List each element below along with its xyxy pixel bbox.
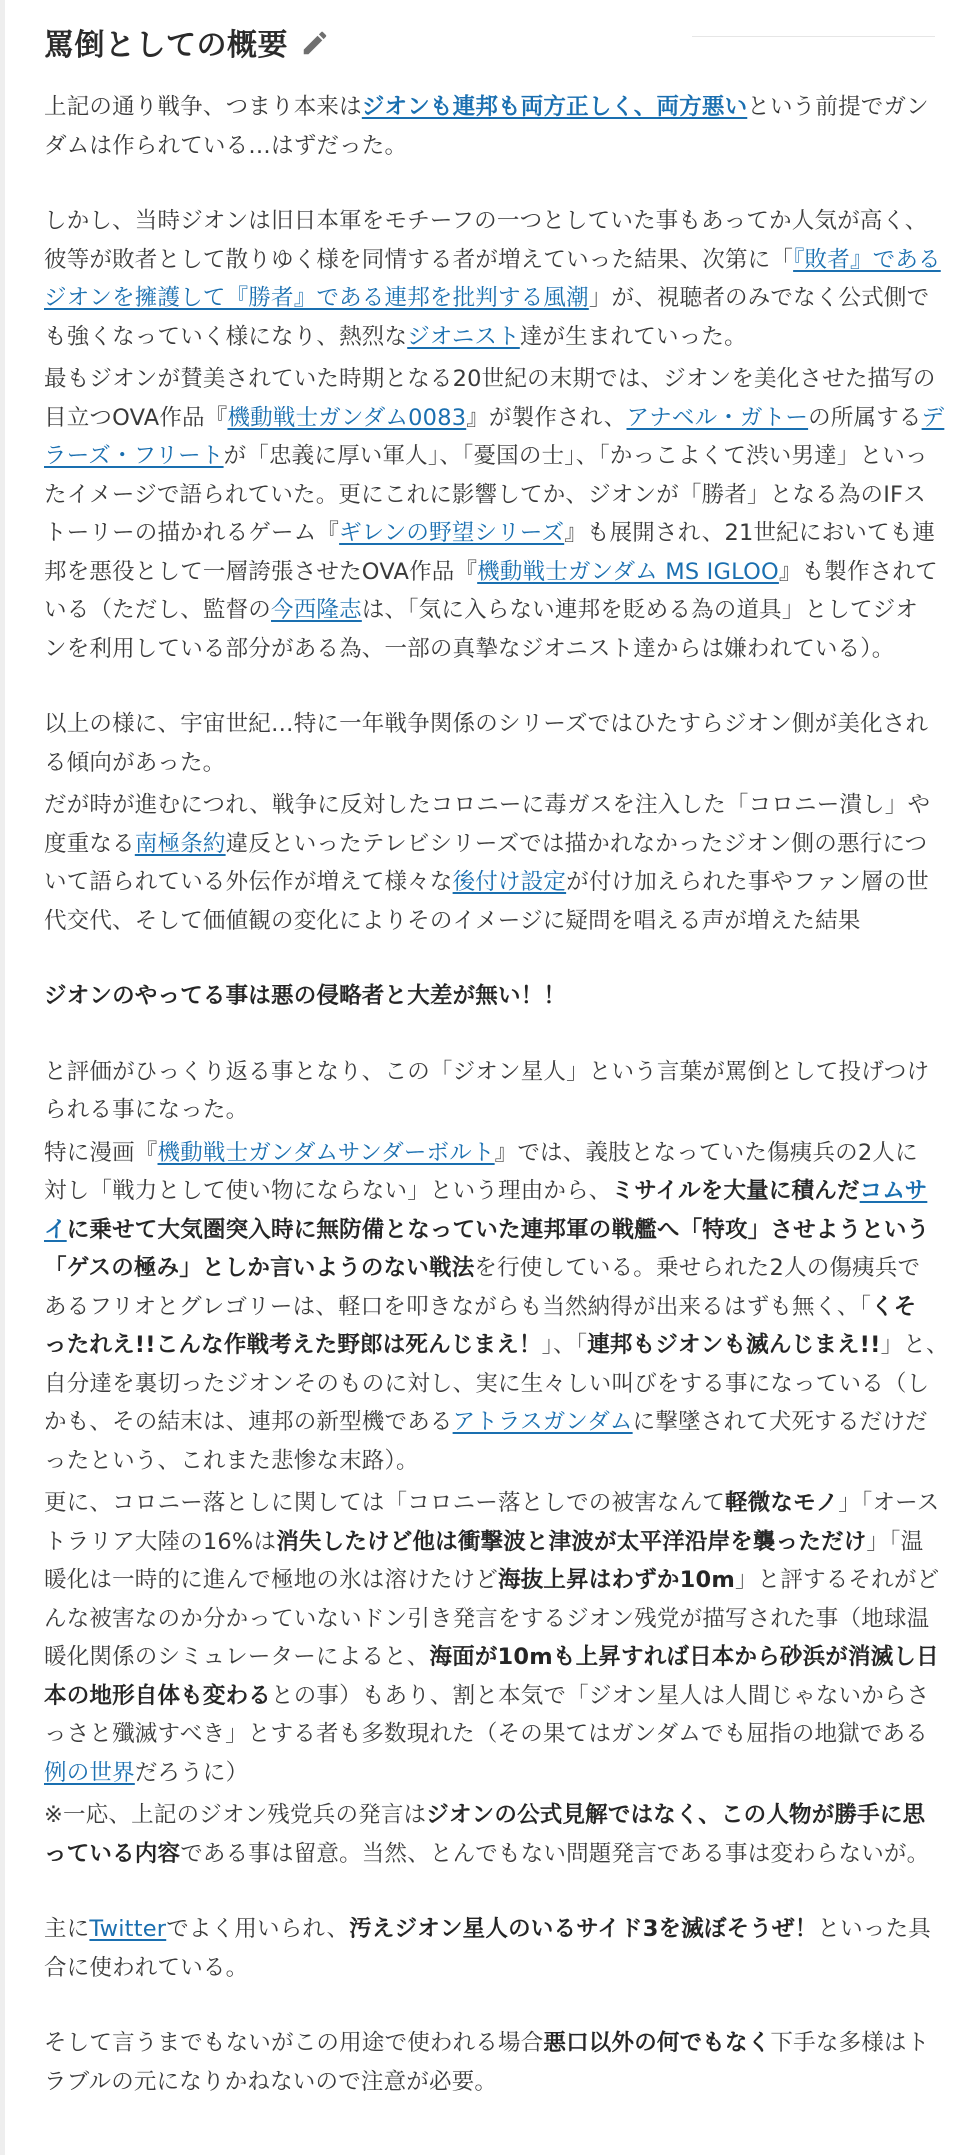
body-text: かも、その結末は、連邦の新型機である — [44, 1409, 453, 1435]
article-link[interactable]: 機動戦士ガンダムサンダーボルト — [157, 1139, 495, 1166]
text-line — [44, 88, 936, 127]
text-line — [44, 1715, 936, 1754]
body-text: だろうに） — [134, 1759, 249, 1786]
emphasis-text: ミサイルを大量に積んだ — [611, 1178, 860, 1204]
text-line — [44, 1365, 936, 1404]
article-link[interactable]: ラーズ・フリート — [44, 443, 224, 469]
emphasis-text: ったれえ!!こんな作戦考えた野郎は死んじまえ！ — [44, 1332, 542, 1358]
text-line — [44, 476, 936, 515]
paragraph-break — [44, 1873, 936, 1910]
text-line — [44, 1134, 936, 1173]
article-link[interactable]: 『敗者』である — [793, 246, 941, 273]
body-text: そして言うまでもないがこの用途で使われる場合 — [44, 2030, 544, 2056]
body-text: る傾向があった。 — [44, 749, 226, 776]
text-line — [44, 1091, 936, 1130]
text-line — [44, 1053, 936, 1092]
body-text: 自分達を裏切ったジオンそのものに対し、実に生々しい叫びをする事になっている（し — [44, 1370, 930, 1397]
text-line — [44, 279, 936, 318]
text-line — [44, 437, 936, 476]
text-line — [44, 1326, 949, 1365]
text-line — [44, 825, 936, 864]
text-line — [44, 630, 936, 669]
body-text: の所属する — [808, 404, 922, 431]
body-text: 代交代、そして価値観の変化によりそのイメージに疑問を唱える声が増えた結果 — [44, 907, 861, 934]
body-text: でよく用いられ、 — [166, 1916, 350, 1942]
text-line — [44, 977, 936, 1016]
article-link[interactable]: 南極条約 — [134, 830, 226, 857]
paragraph-break — [44, 1987, 936, 2024]
text-line — [44, 241, 941, 280]
body-text: である事は留意。当然、とんでもない問題発言である事は変わらないが。 — [180, 1840, 930, 1867]
body-text: だが時が進むにつれ、戦争に反対したコロニーに毒ガスを注入した「コロニー潰し」や — [44, 792, 931, 818]
body-text: しかし、当時ジオンは旧日本軍をモチーフの一つとしていた事もあってか人気が高く、 — [44, 208, 928, 234]
body-text: いて語られている外伝作が増えて様々な — [44, 869, 453, 895]
body-text: 主に — [44, 1916, 90, 1942]
body-text: を行使している。乗せられた2人の傷痍兵で — [474, 1255, 921, 1281]
body-text: 」「温 — [866, 1528, 924, 1555]
paragraph-break — [44, 165, 936, 202]
text-line — [44, 786, 936, 825]
body-text: 合に使われている。 — [44, 1954, 249, 1981]
body-text: られる事になった。 — [44, 1097, 249, 1123]
article-link[interactable]: 機動戦士ガンダム0083 — [227, 404, 467, 431]
emphasis-text: 悪口以外の何でもなく — [543, 2030, 771, 2056]
body-text: は、「気に入らない連邦を貶める為の道具」としてジオ — [361, 597, 919, 623]
emphasis-text: 軽微なモノ — [725, 1490, 839, 1516]
body-text: という前提でガン — [747, 94, 929, 120]
body-text: 対し「戦力として使い物にならない」という理由から、 — [44, 1178, 612, 1204]
emphasis-text: ジオンのやってる事は悪の侵略者と大差が無い！！ — [44, 983, 567, 1009]
body-text: ったという、これまた悲惨な末路）。 — [44, 1447, 419, 1474]
article-link[interactable]: 例の世界 — [44, 1759, 135, 1786]
text-line — [44, 1677, 936, 1716]
body-text: ※一応、上記のジオン残党兵の発言は — [44, 1802, 427, 1828]
body-text: 暖化は一時的に進んで極地の氷は溶けたけど — [44, 1567, 499, 1593]
text-line — [44, 514, 936, 553]
emphasis-text: っている内容 — [44, 1840, 181, 1867]
emphasis-text: ジオンの公式見解ではなく、この人物が勝手に思 — [426, 1802, 926, 1828]
body-text: 」「オース — [838, 1490, 940, 1516]
text-line — [44, 705, 936, 744]
body-text: トラリア大陸の16%は — [44, 1528, 277, 1555]
text-line — [44, 553, 936, 592]
body-text: 』では、義肢となっていた傷痍兵の2人に — [494, 1139, 918, 1166]
text-line — [44, 1910, 936, 1949]
text-line — [44, 1600, 936, 1639]
body-text: 』も展開され、21世紀においても連 — [564, 520, 936, 546]
article-link[interactable]: アトラスガンダム — [452, 1409, 633, 1435]
text-line — [44, 1403, 936, 1442]
body-text: あるフリオとグレゴリーは、軽口を叩きながらも当然納得が出来るはずも無く、「 — [44, 1293, 872, 1320]
article-link[interactable]: デ — [921, 404, 945, 431]
article-link[interactable]: 今西隆志 — [271, 597, 362, 623]
body-text: に撃墜されて犬死するだけだ — [632, 1409, 928, 1435]
body-text: たイメージで語られていた。更にこれに影響してか、ジオンが「勝者」となる為のIFス — [44, 481, 926, 508]
text-line — [44, 1172, 936, 1211]
text-line — [44, 744, 936, 783]
body-text: ンを利用している部分がある為、一部の真摯なジオニスト達からは嫌われている）。 — [44, 635, 895, 662]
body-text: との事）もあり、割と本気で「ジオン星人は人間じゃないからさ — [271, 1682, 930, 1709]
left-border — [0, 0, 5, 2155]
text-line — [44, 1949, 936, 1988]
text-line — [44, 1484, 940, 1523]
emphasis-text: くそ — [871, 1293, 917, 1320]
article-link[interactable]: 機動戦士ガンダム MS IGLOO — [477, 558, 779, 585]
paragraph-break — [44, 668, 936, 705]
text-line — [44, 1288, 936, 1327]
body-text: が「忠義に厚い軍人」、「憂国の士」、「かっこよくて渋い男達」といっ — [223, 443, 928, 469]
body-text: 」が、視聴者のみでなく公式側で — [588, 285, 930, 311]
body-text: 下手な多様はト — [770, 2030, 930, 2056]
article-link[interactable]: アナベル・ガトー — [626, 404, 809, 431]
text-line — [44, 1442, 936, 1481]
body-text: ラブルの元になりかねないので注意が必要。 — [44, 2068, 498, 2095]
text-line — [44, 202, 936, 241]
body-text: 以上の様に、宇宙世紀…特に一年戦争関係のシリーズではひたすらジオン側が美化され — [44, 711, 929, 737]
text-line — [44, 902, 936, 941]
text-line — [44, 1754, 936, 1793]
text-line — [44, 1523, 936, 1562]
body-text: 暖化関係のシミュレーターによると、 — [44, 1644, 430, 1670]
article-link[interactable]: ジオニスト — [407, 323, 520, 350]
body-text: 彼等が敗者として散りゆく様を同情する者が増えていった結果、次第に「 — [44, 246, 794, 273]
body-text: と評価がひっくり返る事となり、この「ジオン星人」という言葉が罵倒として投げつけ — [44, 1058, 930, 1085]
body-text: 」、「 — [541, 1332, 588, 1358]
text-line — [44, 1796, 936, 1835]
article-link[interactable]: Twitter — [89, 1916, 167, 1942]
body-text: っさと殲滅すべき」とする者も多数現れた（その果てはガンダムでも屈指の地獄である — [44, 1721, 928, 1747]
body-text: 』が製作され、 — [466, 404, 627, 431]
article-link[interactable]: ギレンの野望シリーズ — [339, 520, 565, 546]
emphasis-text: 海抜上昇はわずか10m — [498, 1567, 735, 1593]
body-text: ダムは作られている…はずだった。 — [44, 132, 408, 159]
text-line — [44, 2063, 936, 2102]
body-text: 最もジオンが賛美されていた時期となる20世紀の末期では、ジオンを美化させた描写の — [44, 366, 936, 392]
emphasis-text: 汚えジオン星人のいるサイド3を滅ぼそうぜ！ — [349, 1916, 818, 1942]
text-line — [44, 360, 936, 399]
section-title: 罵倒としての概要 — [44, 28, 288, 63]
text-line — [44, 1638, 939, 1677]
body-text: も強くなっていく様になり、熱烈な — [44, 323, 408, 350]
text-line — [44, 1249, 936, 1288]
text-line — [44, 863, 936, 902]
article-body — [44, 88, 949, 2101]
emphasis-text: 「ゲスの極み」としか言いようのない戦法 — [44, 1255, 475, 1281]
text-line — [44, 1211, 936, 1250]
body-text: 特に漫画『 — [44, 1139, 158, 1166]
text-line — [44, 1561, 940, 1600]
text-line — [44, 1835, 936, 1874]
article-link[interactable]: 後付け設定 — [452, 869, 567, 895]
body-text: 』も製作されて — [778, 558, 938, 585]
pencil-icon[interactable] — [300, 28, 334, 62]
body-text: 上記の通り戦争、つまり本来は — [44, 94, 362, 120]
text-line — [44, 127, 936, 166]
body-text: 違反といったテレビシリーズでは描かれなかったジオン側の悪行につ — [225, 830, 928, 857]
article-link[interactable]: ジオンを擁護して『勝者』である連邦を批判する風潮 — [44, 285, 589, 311]
body-text: トーリーの描かれるゲーム『 — [44, 520, 340, 546]
emphasis-text: 消失したけど他は衝撃波と津波が太平洋沿岸を襲っただけ — [276, 1528, 867, 1555]
body-text: 目立つOVA作品『 — [44, 404, 228, 431]
text-line — [44, 591, 936, 630]
article-link-bold[interactable]: コムサ — [859, 1178, 928, 1204]
paragraph-break — [44, 940, 936, 977]
body-text: 達が生まれていった。 — [519, 323, 747, 350]
emphasis-text: 連邦もジオンも滅んじまえ!! — [587, 1332, 881, 1358]
body-text: いる（ただし、監督の — [44, 597, 272, 623]
article-link-bold[interactable]: ジオンも連邦も両方正しく、両方悪い — [361, 94, 748, 120]
body-text: 更に、コロニー落としに関しては「コロニー落としでの被害なんて — [44, 1490, 726, 1516]
text-line — [44, 2024, 936, 2063]
body-text: んな被害なのか分かっていないドン引き発言をするジオン残党が描写された事（地球温 — [44, 1605, 930, 1632]
body-text: 度重なる — [44, 830, 135, 857]
text-line — [44, 399, 945, 438]
body-text: 」と、 — [880, 1332, 949, 1358]
emphasis-text: 海面が10mも上昇すれば日本から砂浜が消滅し日 — [429, 1644, 939, 1670]
body-text: が付け加えられた事やファン層の世 — [566, 869, 929, 895]
body-text: 邦を悪役として一層誇張させたOVA作品『 — [44, 558, 478, 585]
body-text: 」と評するそれがど — [734, 1567, 940, 1593]
emphasis-text: 本の地形自体も変わる — [44, 1682, 272, 1709]
article-link-bold[interactable]: イ — [44, 1216, 67, 1243]
header-divider — [692, 36, 935, 37]
emphasis-text: に乗せて大気圏突入時に無防備となっていた連邦軍の戦艦へ「特攻」させようという — [66, 1216, 930, 1243]
section-heading — [44, 14, 334, 70]
body-text: といった具 — [817, 1916, 931, 1942]
paragraph-break — [44, 1016, 936, 1053]
text-line — [44, 318, 936, 357]
